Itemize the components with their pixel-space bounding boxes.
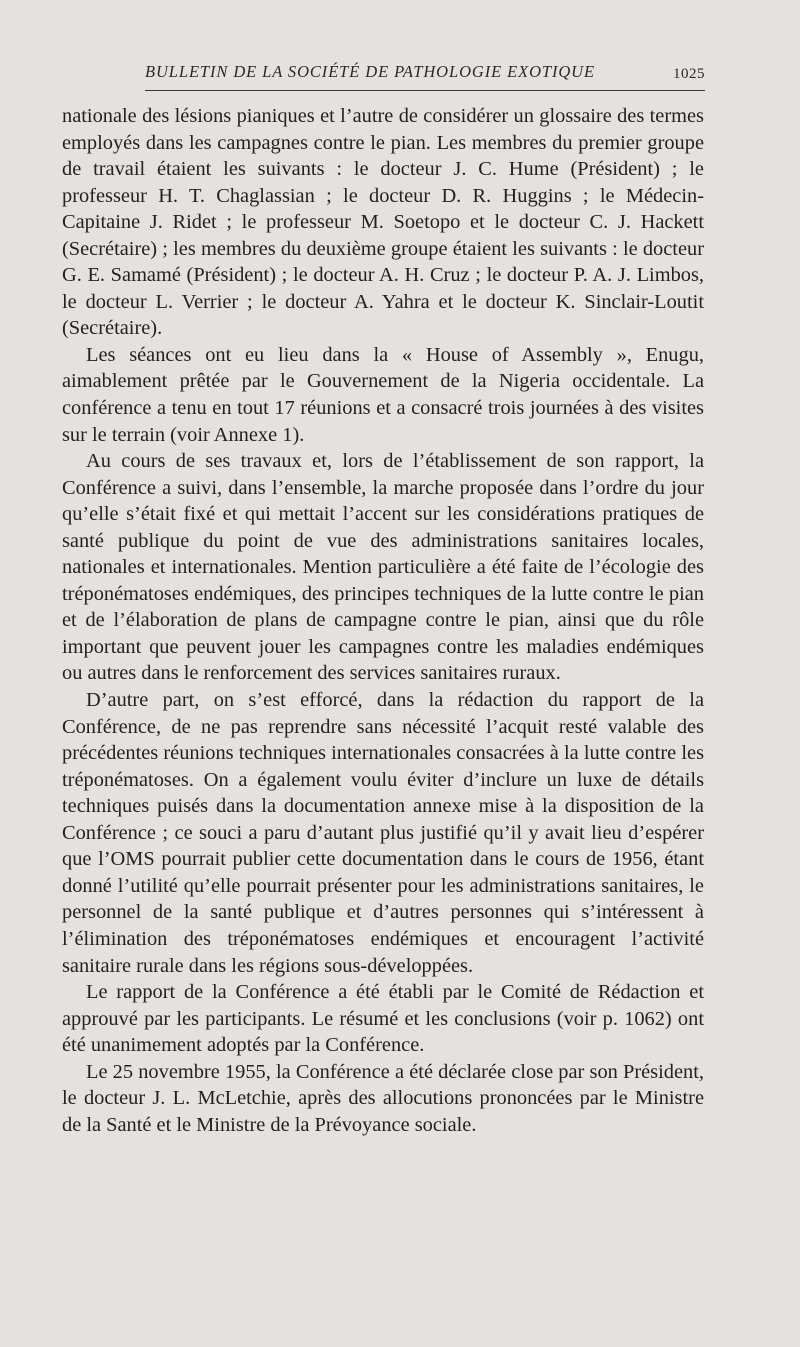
journal-title: BULLETIN DE LA SOCIÉTÉ DE PATHOLOGIE EXOTIQUE	[145, 62, 595, 81]
body-text	[62, 103, 704, 1138]
paragraph-2: Les séances ont eu lieu dans la « House of Assembly », Enugu, aimablement prêtée par le Gouvernement de la Nigeria occidentale. La conférence a tenu en tout 17 réunions et a consacré trois journées à des visites sur le terrain (voir Annexe 1).	[62, 343, 704, 446]
running-head	[145, 60, 705, 91]
paragraph-3: Au cours de ses travaux et, lors de l’établissement de son rapport, la Conférence a suivi, dans l’ensemble, la marche proposée dans l’ordre du jour qu’elle s’était fixé et qui mettait l’accent sur les considérations pratiques de santé publique du point de vue des administrations sanitaires locales, nationales et internationales. Mention particulière a été faite de l’écologie des tréponématoses endémiques, des principes techniques de la lutte contre le pian et de l’élaboration de plans de campagne contre le pian, ainsi que du rôle important que peuvent jouer les campagnes contre les maladies endémiques ou autres dans le renforcement des services sanitaires ruraux.	[62, 450, 704, 685]
page-number: 1025	[673, 66, 705, 82]
paragraph-5: Le rapport de la Conférence a été établi par le Comité de Rédaction et approuvé par les participants. Le résumé et les conclusions (voir p. 1062) ont été unanimement adoptés par la Conférence.	[62, 981, 704, 1057]
paragraph-6: Le 25 novembre 1955, la Conférence a été déclarée close par son Président, le docteur J. L. McLetchie, après des allocutions prononcées par le Ministre de la Santé et le Ministre de la Prévoyance sociale.	[62, 1060, 704, 1136]
paragraph-1: nationale des lésions pianiques et l’autre de considérer un glossaire des termes employés dans les campagnes contre le pian. Les membres du premier groupe de travail étaient les suivants : le docteur J. C. Hume (Président) ; le professeur H. T. Chaglassian ; le docteur D. R. Huggins ; le Médecin-Capitaine J. Ridet ; le professeur M. Soetopo et le docteur C. J. Hackett (Secrétaire) ; les membres du deuxième groupe étaient les suivants : le docteur G. E. Samamé (Président) ; le docteur A. H. Cruz ; le docteur P. A. J. Limbos, le docteur L. Verrier ; le docteur A. Yahra et le docteur K. Sinclair-Loutit (Secrétaire).	[62, 105, 704, 340]
paragraph-4: D’autre part, on s’est efforcé, dans la rédaction du rapport de la Conférence, de ne pas reprendre sans nécessité l’acquit resté valable des précédentes réunions techniques internationales consacrées à la lutte contre les tréponématoses. On a également voulu éviter d’inclure un luxe de détails techniques puisés dans la documentation annexe mise à la disposition de la Conférence ; ce souci a paru d’autant plus justifié qu’il y avait lieu d’espérer que l’OMS pourrait publier cette documentation dans le cours de 1956, étant donné l’utilité qu’elle pourrait présenter pour les administrations sanitaires, le personnel de la santé publique et d’autres personnes qui s’intéressent à l’élimination des tréponématoses endémiques et encouragent l’activité sanitaire rurale dans les régions sous-développées.	[62, 689, 704, 977]
